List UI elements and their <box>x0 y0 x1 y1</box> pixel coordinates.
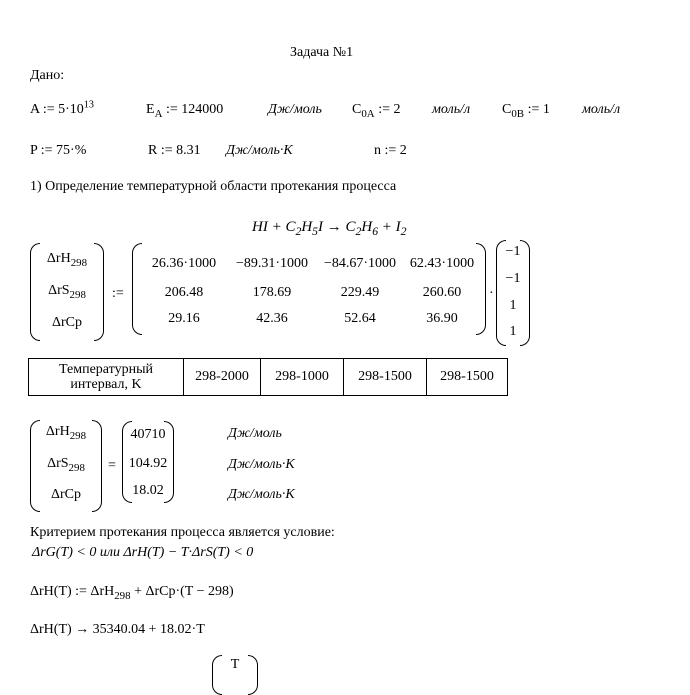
matrix-cell: 52.64 <box>344 311 376 326</box>
reaction-part: H <box>361 219 373 235</box>
result-value: 40710 <box>130 427 166 442</box>
param-EA-lhs: E <box>146 102 155 117</box>
reaction-part: HI + C <box>252 219 296 235</box>
vector-entry: ΔrCp <box>51 315 82 330</box>
param-C0B <box>502 102 550 118</box>
reaction-equation <box>252 219 407 239</box>
param-C0A-sub: 0A <box>361 107 375 120</box>
table-header: Температурный интервал, K <box>29 359 184 396</box>
thermo-vector-result-lhs <box>30 420 102 512</box>
param-EA-sub: A <box>154 107 163 120</box>
assign-operator: := <box>112 286 124 301</box>
coefficient: 1 <box>509 298 517 313</box>
vector-entry: ΔrCp <box>50 487 81 502</box>
reaction-sub: 2 <box>355 225 362 239</box>
matrix-cell: 229.49 <box>340 285 380 300</box>
matrix-cell: 36.90 <box>426 311 458 326</box>
coefficient: −1 <box>505 244 521 259</box>
given-label: Дано: <box>30 68 65 83</box>
matrix-cell: 62.43·1000 <box>409 256 475 271</box>
thermo-results-vector <box>122 421 174 503</box>
coefficient: 1 <box>509 324 517 339</box>
reaction-sub: 2 <box>400 225 407 239</box>
result-unit: Дж/моль·K <box>228 457 295 472</box>
reaction-part: + I <box>378 219 401 235</box>
param-C0B-sub: 0B <box>511 107 525 120</box>
param-C0A <box>352 102 400 118</box>
param-A <box>30 99 94 118</box>
param-EA-rhs: := 124000 <box>162 102 224 117</box>
param-C0A-lhs: C <box>352 102 362 117</box>
result-value: 18.02 <box>132 483 164 498</box>
enthalpy-evaluation: ΔrH(T) → 35340.04 + 18.02·T <box>30 622 205 637</box>
reaction-sub: 5 <box>312 225 318 239</box>
param-R: R := 8.31 <box>148 143 201 158</box>
reaction-part: H <box>301 219 313 235</box>
enthalpy-def-sub: 298 <box>114 589 131 602</box>
vector-entry: ΔrS$_{298}$ <box>48 283 86 301</box>
thermo-matrix <box>132 243 486 335</box>
enthalpy-definition <box>30 584 234 600</box>
table-cell: 298-1500 <box>344 359 427 396</box>
partial-vector <box>212 655 258 695</box>
param-EA-unit: Дж/моль <box>268 102 322 117</box>
param-A-lhs: A := 5·10 <box>30 102 84 117</box>
result-unit: Дж/моль·K <box>228 487 295 502</box>
matrix-cell: −89.31·1000 <box>235 256 309 271</box>
result-unit: Дж/моль <box>228 426 282 441</box>
vector-entry: ΔrS$_{298}$ <box>47 456 85 474</box>
matrix-cell: 29.16 <box>168 311 200 326</box>
criterion-formula: ΔrG(T) < 0 или ΔrH(T) − T·ΔrS(T) < 0 <box>32 545 254 560</box>
param-R-unit: Дж/моль·K <box>226 143 293 158</box>
param-C0A-unit: моль/л <box>432 102 471 117</box>
matrix-cell: 26.36·1000 <box>151 256 217 271</box>
param-C0A-rhs: := 2 <box>374 102 401 117</box>
reaction-sub: 6 <box>372 225 379 239</box>
vector-entry: ΔrH$_{298}$ <box>45 424 87 442</box>
partial-vector-entry: T <box>230 657 240 672</box>
section-heading: 1) Определение температурной области протекания процесса <box>30 179 397 194</box>
reaction-part: I → C <box>318 219 356 235</box>
param-A-exp: 13 <box>83 99 94 111</box>
dot-operator: · <box>489 286 494 301</box>
equals-operator: = <box>108 458 116 473</box>
enthalpy-def-rhs: + ΔrCp·(T − 298) <box>130 584 234 599</box>
matrix-cell: −84.67·1000 <box>323 256 397 271</box>
table-cell: 298-1500 <box>427 359 508 396</box>
page-title: Задача №1 <box>290 45 354 60</box>
criterion-text: Критерием протекания процесса является условие: <box>30 525 335 540</box>
param-C0B-lhs: C <box>502 102 512 117</box>
result-value: 104.92 <box>128 456 168 471</box>
reaction-sub: 2 <box>295 225 302 239</box>
stoich-coefficients <box>496 240 530 346</box>
vector-entry: ΔrH$_{298}$ <box>46 251 88 269</box>
param-C0B-rhs: := 1 <box>524 102 550 117</box>
param-EA <box>146 102 223 118</box>
table-cell: 298-1000 <box>261 359 344 396</box>
param-C0B-unit: моль/л <box>582 102 621 117</box>
matrix-cell: 260.60 <box>422 285 462 300</box>
param-n: n := 2 <box>374 143 407 158</box>
thermo-vector-lhs <box>30 243 104 341</box>
matrix-cell: 206.48 <box>164 285 204 300</box>
temperature-interval-table <box>28 358 508 396</box>
table-cell: 298-2000 <box>184 359 261 396</box>
coefficient: −1 <box>505 271 521 286</box>
matrix-cell: 42.36 <box>256 311 288 326</box>
matrix-cell: 178.69 <box>252 285 292 300</box>
table-row <box>29 359 508 396</box>
param-P: P := 75·% <box>30 143 87 158</box>
enthalpy-def-lhs: ΔrH(T) := ΔrH <box>30 584 115 599</box>
